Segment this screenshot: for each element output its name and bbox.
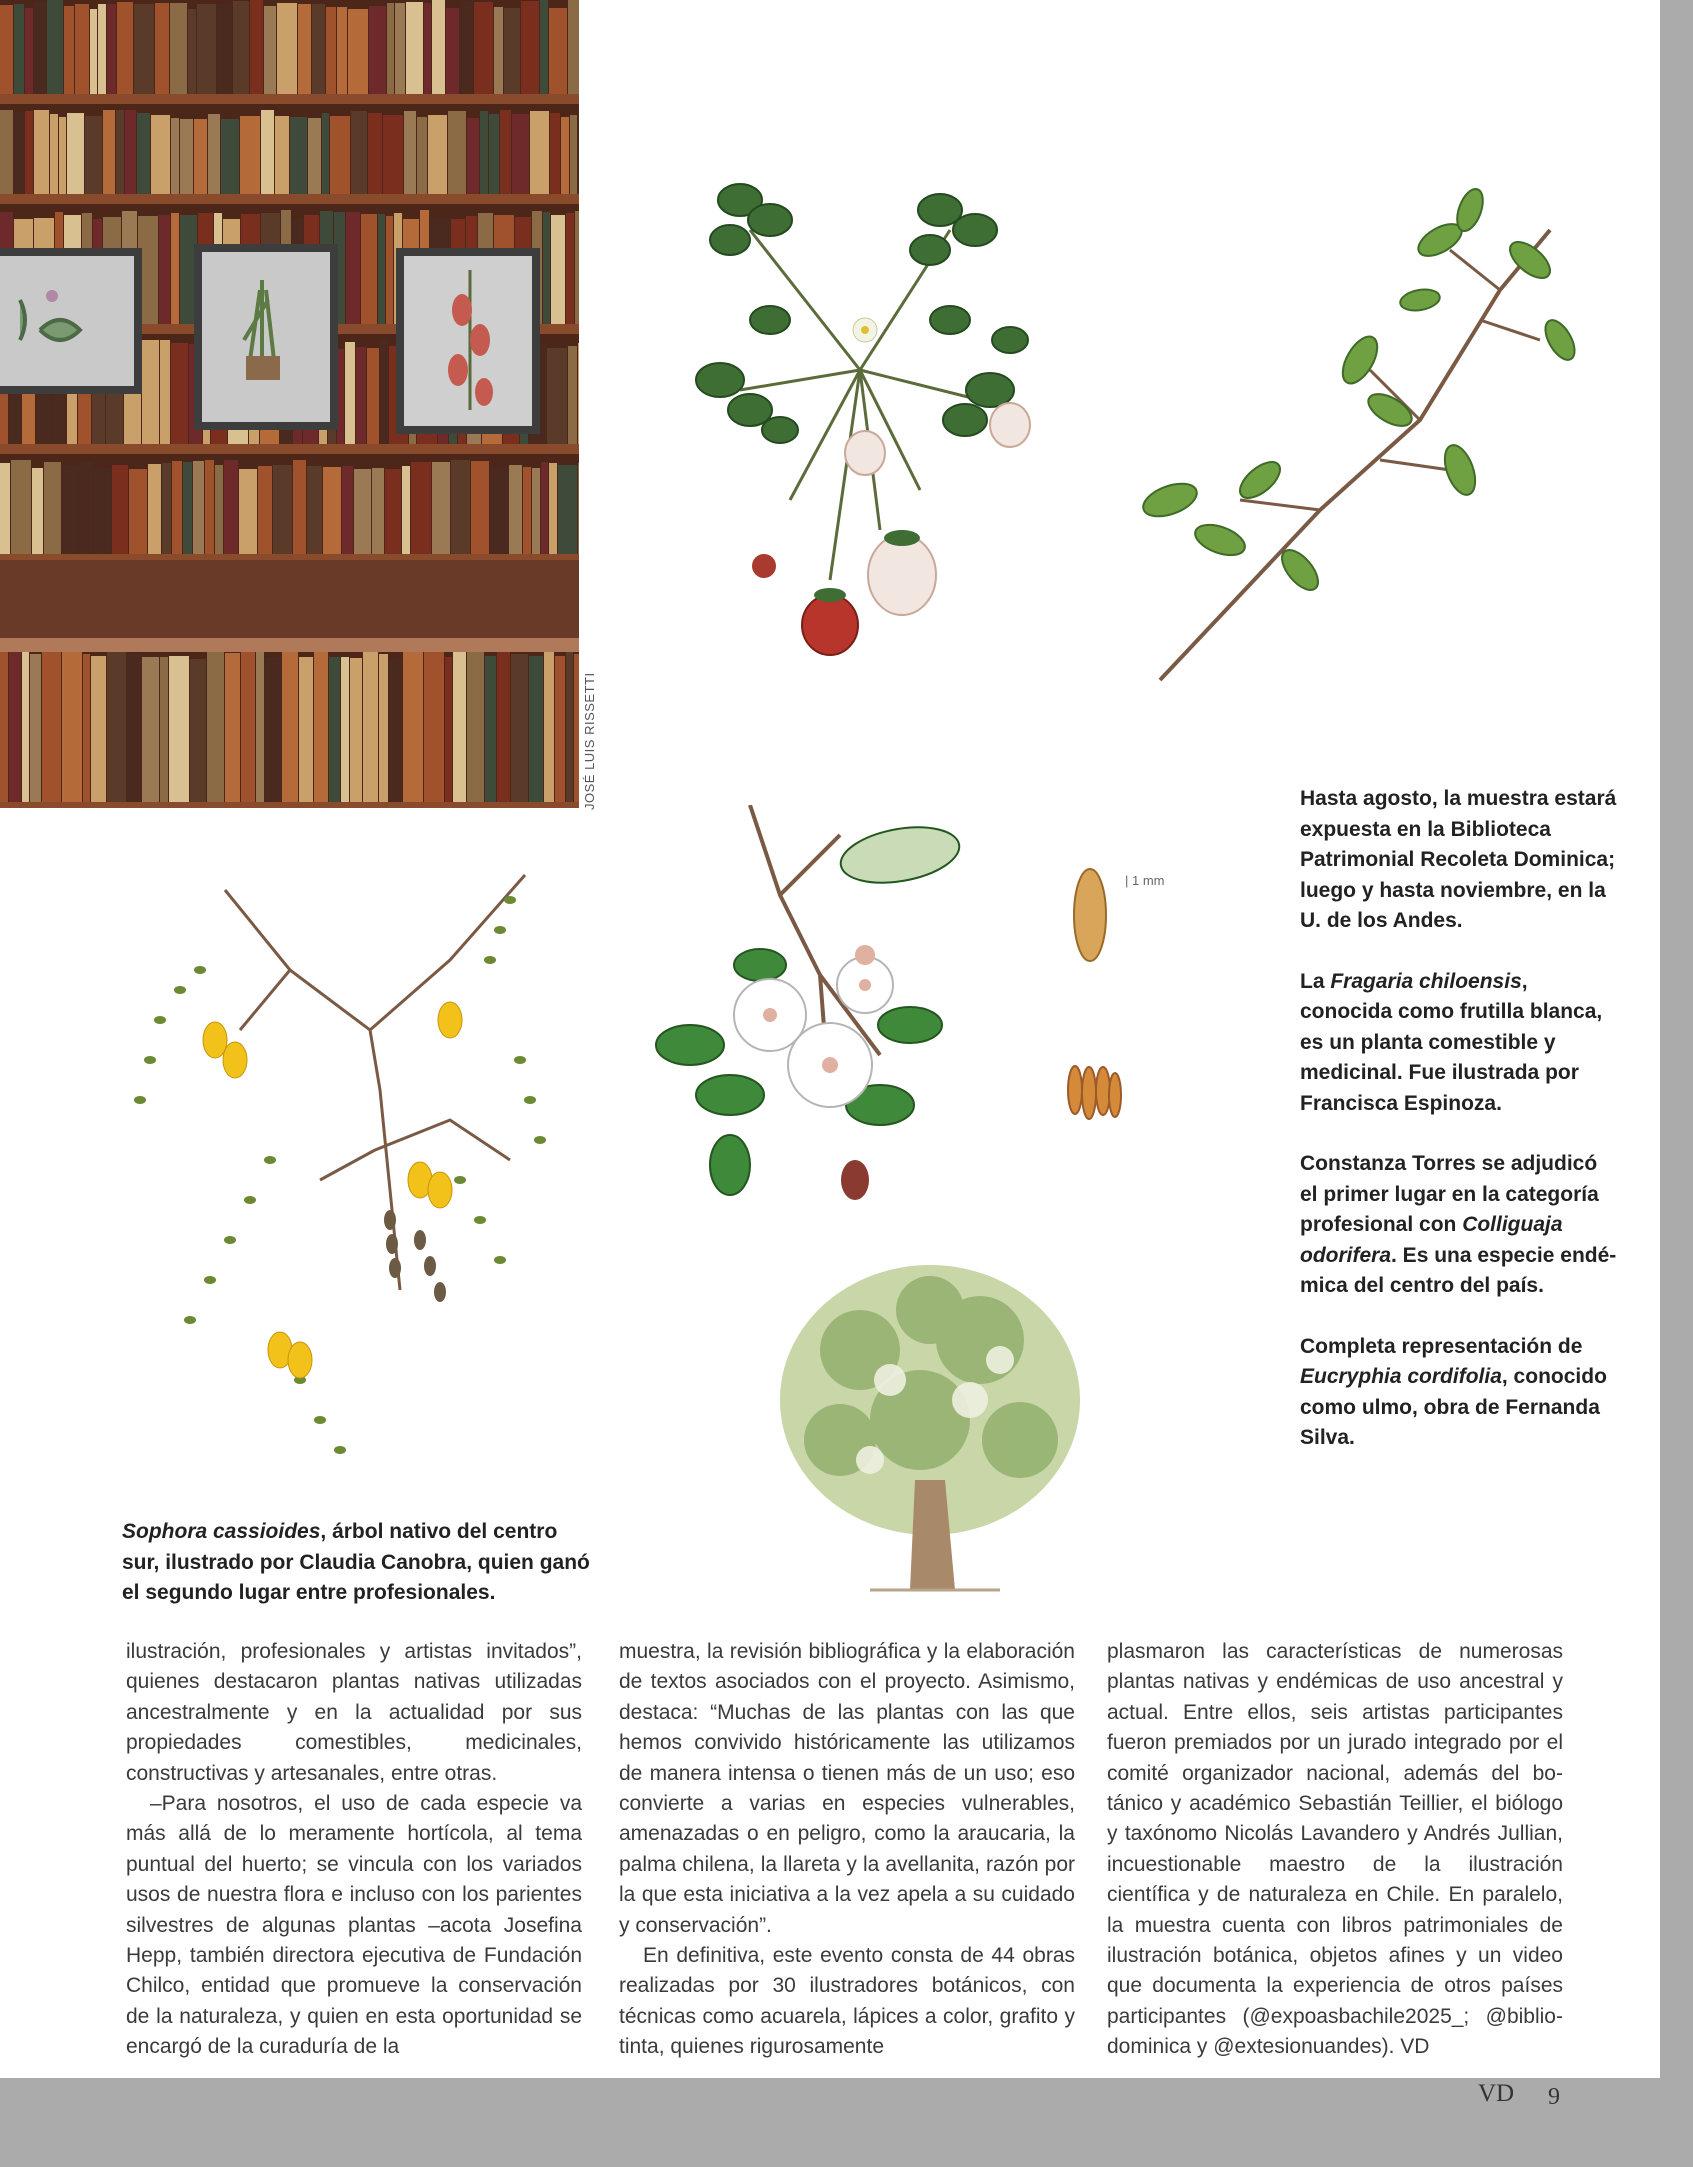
book-spine [116, 110, 124, 194]
book-spine [446, 8, 459, 102]
book-spine [568, 0, 579, 94]
book-spine [277, 3, 297, 97]
book-spine [489, 114, 499, 198]
book-spine [14, 4, 24, 98]
book-spine [215, 465, 223, 559]
book-spine [79, 462, 93, 556]
book-spine [578, 112, 579, 196]
book-spine [428, 115, 447, 199]
book-spine [273, 465, 292, 559]
book-spine [98, 4, 106, 98]
book-spine [299, 657, 313, 808]
book-spine [83, 654, 90, 806]
book-spine [134, 4, 154, 98]
book-spine [34, 110, 49, 194]
book-spine [112, 465, 128, 559]
book-spine [290, 117, 307, 201]
framed-print-3 [396, 248, 540, 434]
book-spine [561, 117, 569, 201]
caption-eucryphia: Completa representación de Eucryphia cordifolia, conocido como ulmo, obra de Fernanda Silva. [1300, 1334, 1607, 1449]
book-spine [59, 117, 66, 201]
book-spine [241, 652, 255, 804]
page-number: 9 [1548, 2084, 1560, 2110]
book-spine [142, 340, 159, 444]
book-spine [363, 652, 378, 804]
framed-print-2 [194, 244, 338, 430]
book-spine [50, 114, 58, 198]
book-spine [530, 111, 549, 195]
book-spine [404, 111, 416, 195]
book-spine [369, 6, 386, 100]
body-paragraph: En definitiva, este evento consta de 44 obras realizadas por 30 ilustradores botánicos, con técnicas como acuarela, lápices a color, grafito y tinta, quienes rigurosamente [619, 1944, 1075, 2059]
book-spine [549, 463, 557, 557]
book-spine [342, 466, 353, 560]
book-spine [30, 654, 41, 806]
shelf-counter [0, 560, 579, 650]
book-spine [403, 650, 423, 802]
book-spine [497, 652, 510, 804]
book-spine [367, 348, 379, 452]
book-spine [62, 465, 78, 559]
book-spine [540, 0, 548, 94]
book-spine [171, 118, 179, 202]
book-spine [264, 6, 276, 100]
framed-print-1 [0, 248, 142, 394]
book-spine [307, 466, 322, 560]
book-spine [34, 2, 46, 96]
book-spine [129, 469, 147, 563]
book-spine [395, 3, 405, 97]
book-spine [217, 4, 232, 98]
green-branch-illustration [1120, 170, 1580, 690]
book-spine [155, 3, 169, 97]
shelf-ledge [0, 638, 579, 652]
book-spine [337, 7, 347, 101]
book-spine [91, 656, 106, 808]
book-spine [532, 468, 540, 562]
book-spine [453, 652, 466, 804]
body-column-3 [1107, 1637, 1563, 2063]
book-spine [549, 8, 567, 102]
book-spine [169, 656, 189, 808]
eucryphia-cordifolia-illustration [770, 1250, 1090, 1595]
book-spine [107, 4, 116, 98]
book-spine [159, 215, 170, 329]
book-spine [162, 463, 171, 557]
book-spine [386, 216, 393, 330]
book-spine [511, 654, 528, 806]
shelf-board [0, 444, 579, 454]
book-spine [323, 467, 341, 561]
bookshelf-illustration [0, 0, 579, 808]
book-spine [541, 462, 548, 556]
caption-exhibition-dates: Hasta agosto, la muestra estará expuesta en la Biblioteca Patrimonial Recoleta Dominica; luego y hasta noviembre, en la U. de los Andes. [1300, 787, 1617, 932]
seed-detail-illustration [1055, 855, 1205, 1185]
book-spine [117, 2, 133, 96]
book-spine [448, 111, 466, 195]
book-spine [151, 115, 170, 199]
book-spine [356, 347, 366, 451]
body-column-2 [619, 1637, 1075, 2063]
book-spine [47, 0, 63, 94]
book-spine [578, 463, 579, 557]
book-spine [351, 111, 367, 195]
book-spine [432, 0, 445, 94]
shelf-board [0, 802, 579, 808]
book-spine [551, 215, 565, 329]
book-spine [494, 7, 503, 101]
book-spine [474, 2, 493, 96]
book-spine [9, 652, 21, 804]
book-spine [256, 652, 264, 804]
book-spine [0, 5, 13, 99]
caption-sophora [122, 1517, 592, 1639]
book-spine [183, 462, 192, 556]
book-spine [90, 9, 97, 103]
book-spine [402, 466, 410, 560]
book-spine [142, 657, 159, 808]
book-spine [14, 112, 24, 196]
book-spine [42, 652, 61, 804]
body-column-1 [126, 1637, 582, 2063]
book-spine [172, 461, 182, 555]
book-spine [575, 211, 579, 325]
book-spine [205, 460, 214, 554]
book-spine [258, 466, 272, 560]
body-paragraph: ilustración, profesionales y artistas invitados”, quienes destacaron plantas nativas utilizadas ancestralmente y en la actualidad por sus propiedades comestibles, medicinales, constructivas y artesanales, entre otras. [126, 1640, 582, 1785]
book-spine [193, 461, 204, 555]
book-spine [547, 348, 567, 452]
book-spine [298, 4, 311, 98]
book-spine [62, 650, 82, 802]
book-spine [380, 340, 388, 444]
book-spine [125, 110, 136, 194]
book-spine [67, 113, 84, 197]
book-spine [0, 110, 13, 194]
book-spine [350, 658, 362, 808]
book-spine [348, 9, 368, 103]
book-spine [330, 116, 350, 200]
book-spine [127, 654, 141, 806]
fragaria-chiloensis-illustration [680, 170, 1040, 690]
shelf-board [0, 94, 579, 104]
book-spine [103, 110, 115, 194]
book-spine [521, 1, 539, 95]
book-spine [197, 4, 216, 98]
book-spine [372, 468, 384, 562]
book-spine [445, 657, 452, 808]
book-spine [368, 113, 382, 197]
book-spine [500, 110, 511, 194]
book-spine [160, 657, 168, 808]
photo-credit: JOSÉ LUIS RISSETTI [582, 672, 597, 810]
book-spine [64, 6, 74, 100]
caption-sophora-species: Sophora cassioides [122, 1520, 321, 1543]
book-spine [379, 654, 388, 806]
caption-column-right [1300, 784, 1620, 1484]
caption-colliguaja: Constanza Torres se adjudicó el primer lugar en la categoría profesional con Colliguaja odorifera. Es una especie endémica del centro del país. [1300, 1152, 1617, 1297]
book-spine [261, 110, 274, 194]
body-paragraph: muestra, la revisión bibliográfica y la elaboración de textos asociados con el proyecto. Asimismo, destaca: “Muchas de las plantas con las que hemos convivido históricamente las utilizamos de manera intensa o tienen más de un uso; eso convierte a varias en especies vulnerables, amenazadas o en peligro, como la araucaria, la palma chilena, la llareta y la avellanita, razón por la que esta iniciativa a la vez apela a su cuidado y conservación”. [619, 1640, 1075, 1937]
book-spine [471, 461, 489, 555]
book-spine [346, 212, 360, 326]
book-spine [233, 1, 249, 95]
book-spine [424, 3, 431, 97]
book-spine [107, 651, 126, 803]
book-spine [361, 214, 377, 328]
book-spine [0, 651, 8, 803]
book-spine [529, 656, 543, 808]
book-spine [171, 343, 188, 447]
book-spine [25, 8, 33, 102]
book-spine [568, 346, 577, 450]
book-spine [383, 115, 403, 199]
book-spine [225, 653, 240, 805]
book-spine [282, 651, 298, 803]
book-spine [239, 469, 257, 563]
book-spine [188, 9, 196, 103]
book-spine [265, 657, 281, 808]
book-spine [451, 460, 470, 554]
book-spine [570, 115, 577, 199]
book-spine [555, 656, 565, 808]
book-spine [85, 116, 102, 200]
book-spine [160, 340, 170, 444]
magazine-logo: VD [1478, 2080, 1515, 2107]
book-spine [504, 8, 520, 102]
sophora-cassioides-illustration [120, 860, 560, 1470]
book-spine [543, 212, 550, 326]
book-spine [345, 342, 355, 446]
book-spine [485, 656, 496, 808]
book-spine [389, 659, 402, 808]
book-spine [411, 462, 431, 556]
book-spine [208, 114, 220, 198]
book-spine [221, 119, 239, 203]
book-spine [148, 464, 161, 558]
book-spine [566, 213, 574, 327]
book-spine [512, 114, 529, 198]
book-spine [0, 463, 10, 557]
book-spine [32, 468, 43, 562]
book-spine [490, 468, 508, 562]
book-spine [22, 652, 29, 804]
book-spine [550, 113, 560, 197]
book-spine [378, 214, 385, 328]
book-spine [329, 657, 340, 808]
book-spine [467, 118, 479, 202]
book-spine [480, 111, 488, 195]
book-spine [312, 4, 325, 98]
book-spine [240, 116, 260, 200]
book-spine [387, 3, 394, 97]
book-spine [326, 7, 336, 101]
book-spine [275, 116, 289, 200]
book-spine [250, 0, 263, 94]
book-spine [194, 119, 207, 203]
book-spine [180, 119, 193, 203]
book-spine [314, 651, 328, 803]
book-spine [170, 3, 187, 97]
body-paragraph: –Para nosotros, el uso de cada especie va más allá de lo meramente hortícola, al tema puntual del huerto; se vincula con los variados usos de nuestra flora e incluso con los parientes silvestres de algunas plantas –acota Josefina Hepp, también directora ejecutiva de Fundación Chilco, entidad que promueve la conservación de la naturaleza, y quien en esta oportunidad se encargó de la curaduría de la [126, 1792, 582, 2059]
book-spine [558, 465, 577, 559]
shelf-board [0, 194, 579, 204]
book-spine [432, 462, 450, 556]
book-spine [224, 460, 238, 554]
book-spine [11, 460, 31, 554]
book-spine [137, 113, 150, 197]
body-paragraph: plasmaron las características de numerosas plantas nativas y endémicas de uso ancestral y actual. Entre ellos, seis artistas participantes fueron premiados por un jurado integrado por el comité organizador nacional, además del botánico y académico Sebastián Teillier, el biólogo y taxónomo Nicolás Lavandero y Andrés Jullian, incuestionable maestro de la ilustración científica y de naturaleza en Chile. En paralelo, la muestra cuenta con libros patrimoniales de ilustración botánica, objetos afines y un video que documenta la experiencia de otros países participantes (@expoasbachile2025_; @bibliodominica y @extesionuandes). VD [1107, 1640, 1563, 2059]
book-spine [171, 213, 179, 327]
book-spine [460, 1, 473, 95]
book-spine [544, 652, 554, 804]
book-spine [509, 465, 522, 559]
book-spine [406, 2, 423, 96]
book-spine [44, 462, 61, 556]
book-spine [467, 650, 484, 802]
book-spine [293, 460, 306, 554]
book-spine [25, 111, 33, 195]
caption-sophora-text: , árbol nativo del centro sur, ilustrado por Claudia Canobra, quien ganó el segundo lugar entre profesionales. [122, 1520, 590, 1604]
book-spine [308, 118, 321, 202]
book-spine [75, 4, 89, 98]
book-spine [207, 650, 224, 802]
book-spine [385, 469, 401, 563]
svg-text:| 1 mm: | 1 mm [1125, 873, 1165, 888]
book-spine [417, 117, 427, 201]
book-spine [523, 467, 531, 561]
library-photo [0, 0, 579, 808]
colliguaja-odorifera-illustration [650, 805, 1010, 1225]
book-spine [337, 349, 344, 453]
book-spine [322, 113, 329, 197]
caption-fragaria: La Fragaria chiloensis, conocida como frutilla blanca, es un planta comestible y medicinal. Fue ilustrada por Francisca Espinoza. [1300, 969, 1603, 1115]
book-spine [354, 469, 371, 563]
book-spine [578, 343, 579, 447]
book-spine [566, 652, 573, 804]
book-spine [190, 659, 206, 808]
book-spine [341, 657, 349, 808]
book-spine [94, 468, 111, 562]
book-spine [424, 651, 444, 803]
